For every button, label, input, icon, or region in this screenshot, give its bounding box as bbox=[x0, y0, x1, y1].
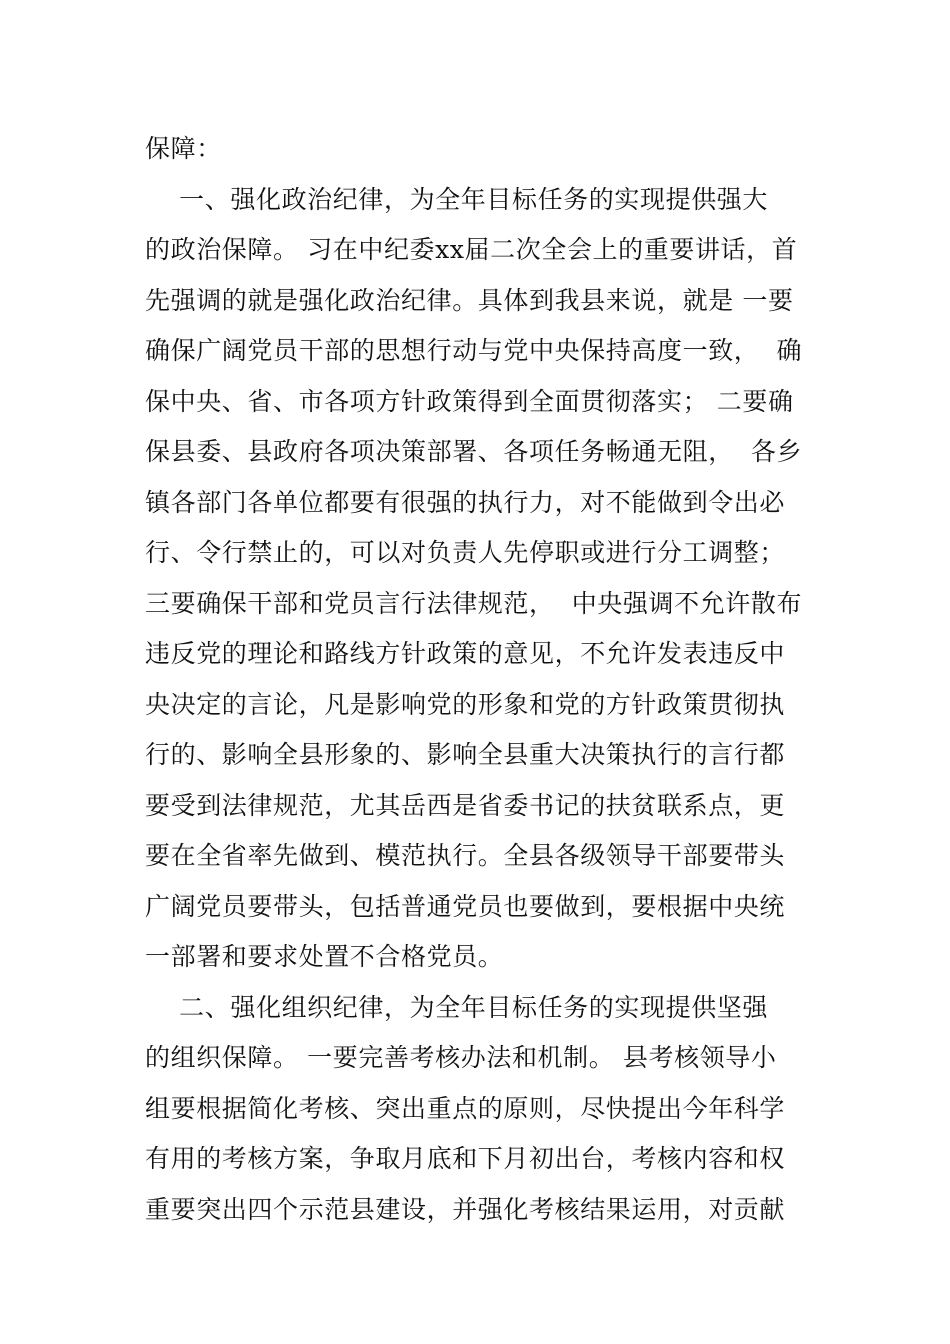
text-line: 一部署和要求处置不合格党员。 bbox=[145, 942, 504, 971]
text-line: 保县委、县政府各项决策部署、各项任务畅通无阻， 各乡 bbox=[145, 437, 803, 466]
section-heading-1: 一、强化政治纪律，为全年目标任务的实现提供强大 bbox=[145, 184, 768, 214]
text-line: 确保广阔党员干部的思想行动与党中央保持高度一致， 确 bbox=[145, 336, 803, 365]
text-line: 保障： bbox=[145, 134, 222, 163]
section-heading-2: 二、强化组织纪律，为全年目标任务的实现提供坚强 bbox=[145, 992, 768, 1022]
text-line: 违反党的理论和路线方针政策的意见，不允许发表违反中 bbox=[145, 639, 786, 668]
text-line: 有用的考核方案，争取月底和下月初出台，考核内容和权 bbox=[145, 1144, 786, 1173]
text-line: 保中央、省、市各项方针政策得到全面贯彻落实； 二要确 bbox=[145, 386, 794, 416]
text-line: 镇各部门各单位都要有很强的执行力，对不能做到令出必 bbox=[145, 487, 786, 517]
text-line: 组要根据简化考核、突出重点的原则，尽快提出今年科学 bbox=[145, 1093, 786, 1123]
text-line: 重要突出四个示范县建设，并强化考核结果运用，对贡献 bbox=[145, 1194, 786, 1224]
text-line: 要受到法律规范，尤其岳西是省委书记的扶贫联系点，更 bbox=[145, 790, 786, 820]
text-line: 行、令行禁止的，可以对负责人先停职或进行分工调整； bbox=[145, 538, 786, 567]
body-text bbox=[145, 124, 815, 1235]
text-line: 的组织保障。 一要完善考核办法和机制。 县考核领导小 bbox=[145, 1043, 777, 1072]
text-line: 先强调的就是强化政治纪律。具体到我县来说，就是 一要 bbox=[145, 285, 794, 315]
text-line: 三要确保干部和党员言行法律规范， 中央强调不允许散布 bbox=[145, 588, 803, 618]
text-line: 的政治保障。 习在中纪委xx届二次全会上的重要讲话，首 bbox=[145, 235, 798, 264]
text-line: 行的、影响全县形象的、影响全县重大决策执行的言行都 bbox=[145, 740, 786, 769]
text-line: 央决定的言论，凡是影响党的形象和党的方针政策贯彻执 bbox=[145, 689, 786, 719]
text-line: 广阔党员要带头，包括普通党员也要做到，要根据中央统 bbox=[145, 891, 786, 921]
text-line: 要在全省率先做到、模范执行。全县各级领导干部要带头 bbox=[145, 841, 786, 870]
